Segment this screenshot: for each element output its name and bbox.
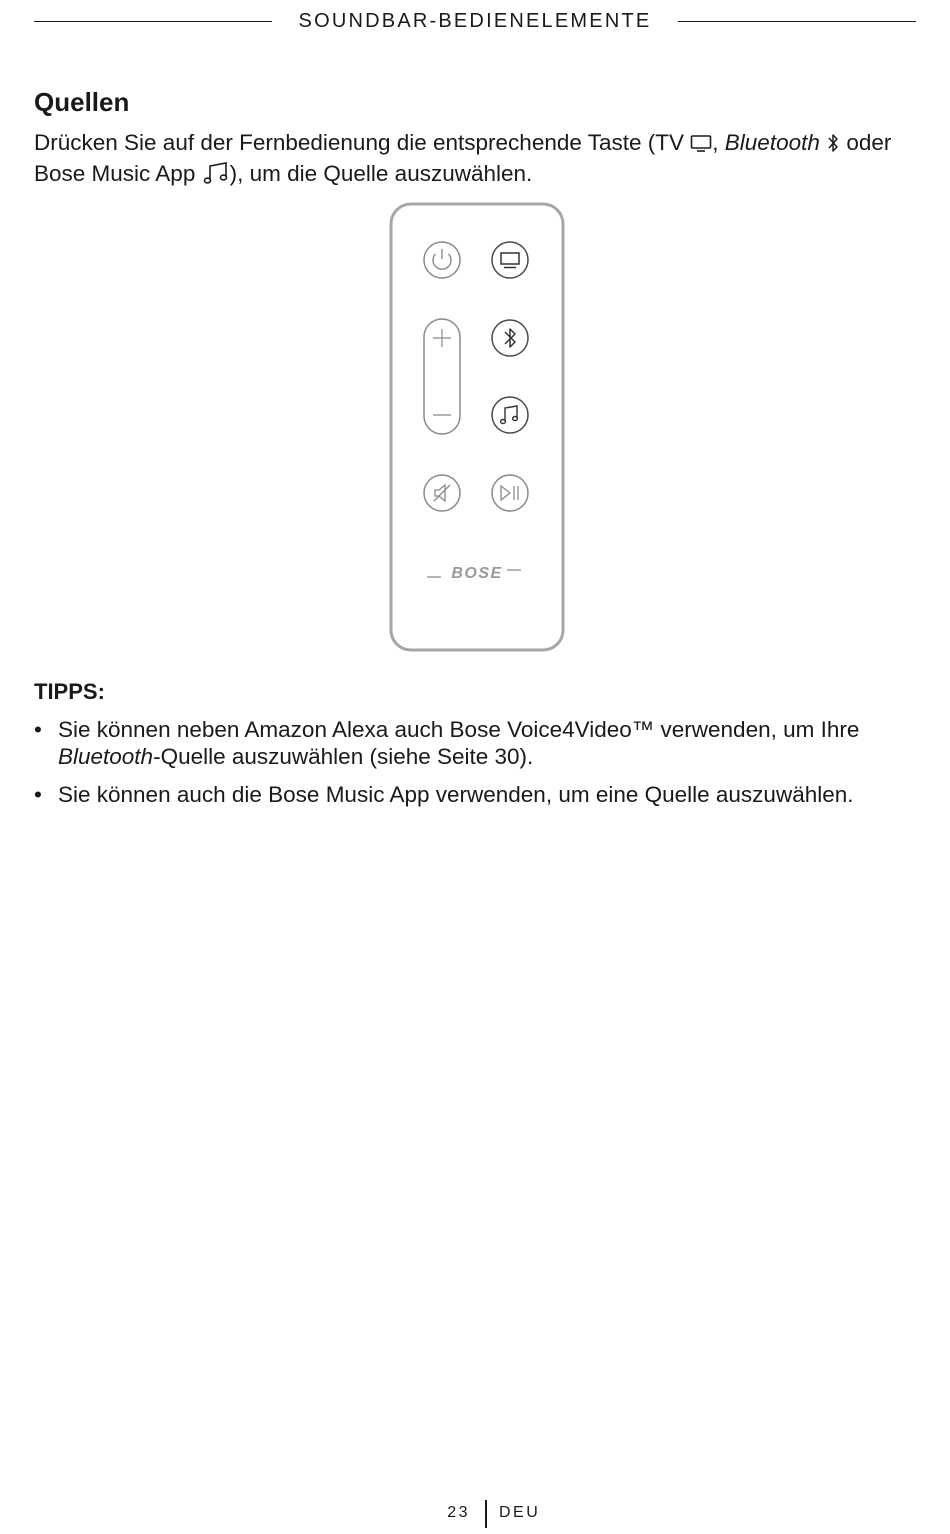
- intro-paragraph: [34, 129, 924, 191]
- intro-text-5: ), um die Quelle auszuwählen.: [229, 161, 533, 186]
- tip-emphasis-bluetooth: Bluetooth: [58, 744, 154, 769]
- footer-divider: [485, 1500, 487, 1528]
- page-footer: [0, 1500, 950, 1530]
- intro-text-3: oder: [846, 130, 892, 155]
- svg-text:BOSE: BOSE: [451, 565, 503, 582]
- tip-text-1b: -Quelle auszuwählen (siehe Seite 30).: [153, 744, 534, 769]
- bluetooth-word: Bluetooth: [724, 130, 820, 155]
- music-note-icon: [202, 161, 230, 191]
- header-rule-left: [34, 21, 272, 22]
- tips-list: [34, 716, 914, 819]
- list-item: [34, 716, 914, 770]
- bullet: •: [34, 782, 42, 807]
- page-header: [34, 8, 916, 34]
- intro-text-1: Drücken Sie auf der Fernbedienung die entsprechende Taste (TV: [34, 130, 684, 155]
- tips-label: TIPPS:: [34, 679, 105, 704]
- header-rule-right: [678, 21, 916, 22]
- tip-text-1a: Sie können neben Amazon Alexa auch Bose Voice4Video™ verwenden, um Ihre: [58, 717, 860, 742]
- tv-icon: [690, 133, 712, 160]
- bluetooth-icon: [826, 132, 840, 160]
- remote-illustration: [389, 202, 565, 652]
- page-number: 23: [447, 1504, 470, 1521]
- page-heading: Quellen: [34, 87, 130, 117]
- section-title: SOUNDBAR-BEDIENELEMENTE: [298, 10, 652, 32]
- intro-text-2: ,: [712, 130, 719, 155]
- intro-text-4: Bose Music App: [34, 161, 196, 186]
- language-code: DEU: [499, 1504, 541, 1521]
- tip-text-2: Sie können auch die Bose Music App verwenden, um eine Quelle auszuwählen.: [58, 782, 854, 807]
- bullet: •: [34, 717, 42, 742]
- list-item: [34, 781, 914, 808]
